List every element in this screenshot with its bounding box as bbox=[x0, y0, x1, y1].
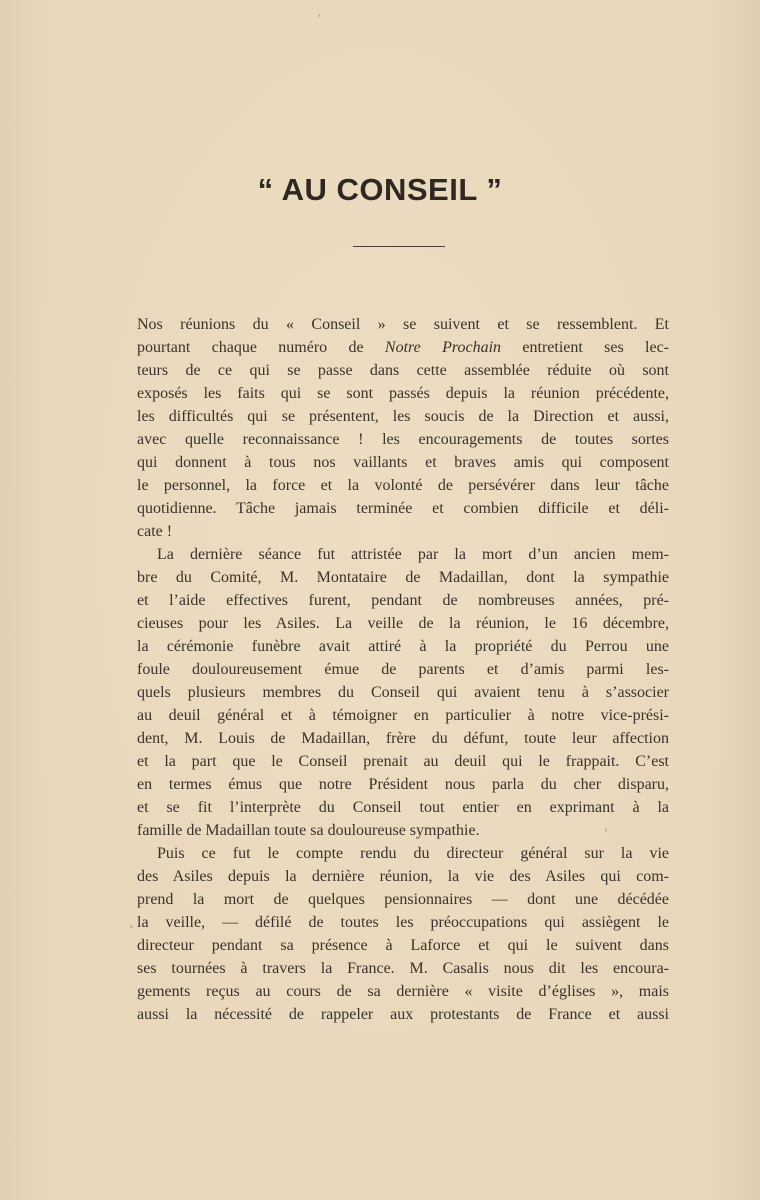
text-fragment: entretient ses lec- bbox=[522, 339, 669, 356]
text-line: la cérémonie funèbre avait attiré à la propriété du Perrou une bbox=[137, 638, 669, 655]
title-rule bbox=[353, 246, 445, 247]
text-line: prend la mort de quelques pensionnaires — dont une décédée bbox=[137, 891, 669, 908]
text-line: et la part que le Conseil prenait au deuil qui le frappait. C’est bbox=[137, 753, 669, 770]
text-line: qui donnent à tous nos vaillants et braves amis qui composent bbox=[137, 454, 669, 471]
publication-title: Notre Prochain bbox=[384, 339, 502, 356]
paper-speck bbox=[130, 925, 133, 928]
text-line: exposés les faits qui se sont passés depuis la réunion précédente, bbox=[137, 385, 669, 402]
text-fragment: pourtant chaque numéro de bbox=[137, 339, 364, 356]
text-line: Puis ce fut le compte rendu du directeur général sur la vie bbox=[157, 845, 669, 862]
text-line: en termes émus que notre Président nous parla du cher disparu, bbox=[137, 776, 669, 793]
text-line: et se fit l’interprète du Conseil tout entier en exprimant à la bbox=[137, 799, 669, 816]
text-line: cate ! bbox=[137, 523, 173, 540]
text-line: directeur pendant sa présence à Laforce et qui le suivent dans bbox=[137, 937, 669, 954]
text-line: les difficultés qui se présentent, les soucis de la Direction et aussi, bbox=[137, 408, 669, 425]
text-line: au deuil général et à témoigner en particulier à notre vice-prési- bbox=[137, 707, 669, 724]
text-line: La dernière séance fut attristée par la mort d’un ancien mem- bbox=[157, 546, 669, 563]
text-line: Nos réunions du « Conseil » se suivent et se ressemblent. Et bbox=[137, 316, 669, 333]
text-line: aussi la nécessité de rappeler aux protestants de France et aussi bbox=[137, 1006, 669, 1023]
text-line: avec quelle reconnaissance ! les encouragements de toutes sortes bbox=[137, 431, 669, 448]
text-line: gements reçus au cours de sa dernière « visite d’églises », mais bbox=[137, 983, 669, 1000]
article-title: “ AU CONSEIL ” bbox=[257, 172, 503, 207]
text-line: la veille, — défilé de toutes les préoccupations qui assiègent le bbox=[137, 914, 669, 931]
text-line: et l’aide effectives furent, pendant de nombreuses années, pré- bbox=[137, 592, 669, 609]
article-body bbox=[137, 313, 669, 1026]
text-line: quotidienne. Tâche jamais terminée et combien difficile et déli- bbox=[137, 500, 669, 517]
text-line: famille de Madaillan toute sa douloureuse sympathie. bbox=[137, 822, 480, 839]
text-line: dent, M. Louis de Madaillan, frère du défunt, toute leur affection bbox=[137, 730, 669, 747]
text-line: foule douloureusement émue de parents et d’amis parmi les- bbox=[137, 661, 669, 678]
text-line: teurs de ce qui se passe dans cette assemblée réduite où sont bbox=[137, 362, 669, 379]
text-line bbox=[137, 336, 669, 359]
text-line: ses tournées à travers la France. M. Casalis nous dit les encoura- bbox=[137, 960, 669, 977]
text-line: quels plusieurs membres du Conseil qui avaient tenu à s’associer bbox=[137, 684, 669, 701]
paper-speck bbox=[318, 14, 320, 17]
text-line: des Asiles depuis la dernière réunion, la vie des Asiles qui com- bbox=[137, 868, 669, 885]
text-line: le personnel, la force et la volonté de persévérer dans leur tâche bbox=[137, 477, 669, 494]
text-line: cieuses pour les Asiles. La veille de la réunion, le 16 décembre, bbox=[137, 615, 669, 632]
text-line: bre du Comité, M. Montataire de Madaillan, dont la sympathie bbox=[137, 569, 669, 586]
